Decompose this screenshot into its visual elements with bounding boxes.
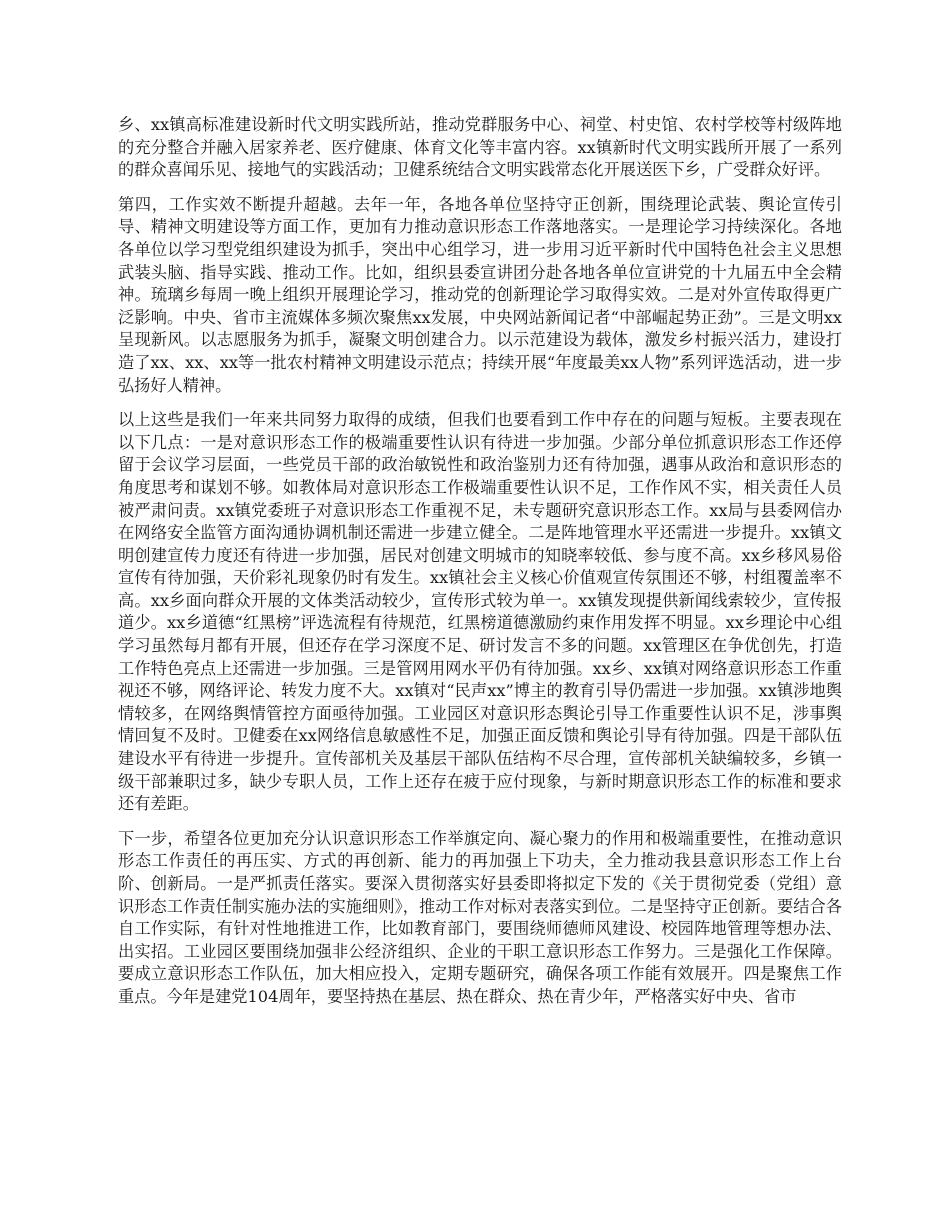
paragraph-2: 第四，工作实效不断提升超越。去年一年，各地各单位坚持守正创新，围绕理论武装、舆论宣传引导、精神文明建设等方面工作，更加有力推动意识形态工作落地落实。一是理论学习持续深化。各地各单位以学习型党组织建设为抓手，突出中心组学习，进一步用习近平新时代中国特色社会主义思想武装头脑、指导实践、推动工作。比如，组织县委宣讲团分赴各地各单位宣讲党的十九届五中全会精神。琉璃乡每周一晚上组织开展理论学习，推动党的创新理论学习取得实效。二是对外宣传取得更广泛影响。中央、省市主流媒体多频次聚焦xx发展，中央网站新闻记者“中部崛起势正劲”。三是文明xx呈现新风。以志愿服务为抓手，凝聚文明创建合力。以示范建设为载体，激发乡村振兴活力，建设打造了xx、xx、xx等一批农村精神文明建设示范点；持续开展“年度最美xx人物”系列评选活动，进一步弘扬好人精神。 (118, 194, 842, 395)
paragraph-4: 下一步，希望各位更加充分认识意识形态工作举旗定向、凝心聚力的作用和极端重要性，在推动意识形态工作责任的再压实、方式的再创新、能力的再加强上下功夫，全力推动我县意识形态工作上台阶、创新局。一是严抓责任落实。要深入贯彻落实好县委即将拟定下发的《关于贯彻党委（党组）意识形态工作责任制实施办法的实施细则》，推动工作对标对表落实到位。二是坚持守正创新。要结合各自工作实际，有针对性地推进工作，比如教育部门，要围绕师德师风建设、校园阵地管理等想办法、出实招。工业园区要围绕加强非公经济组织、企业的干职工意识形态工作努力。三是强化工作保障。要成立意识形态工作队伍，加大相应投入，定期专题研究，确保各项工作能有效展开。四是聚焦工作重点。今年是建党104周年，要坚持热在基层、热在群众、热在青少年，严格落实好中央、省市 (118, 828, 842, 1006)
document-body (118, 114, 842, 1021)
paragraph-1: 乡、xx镇高标准建设新时代文明实践所站，推动党群服务中心、祠堂、村史馆、农村学校等村级阵地的充分整合并融入居家养老、医疗健康、体育文化等丰富内容。xx镇新时代文明实践所开展了一系列的群众喜闻乐见、接地气的实践活动；卫健系统结合文明实践常态化开展送医下乡，广受群众好评。 (118, 115, 842, 180)
paragraph-3: 以上这些是我们一年来共同努力取得的成绩，但我们也要看到工作中存在的问题与短板。主要表现在以下几点：一是对意识形态工作的极端重要性认识有待进一步加强。少部分单位抓意识形态工作还停留于会议学习层面，一些党员干部的政治敏锐性和政治鉴别力还有待加强，遇事从政治和意识形态的角度思考和谋划不够。如教体局对意识形态工作极端重要性认识不足，工作作风不实，相关责任人员被严肃问责。xx镇党委班子对意识形态工作重视不足，未专题研究意识形态工作。xx局与县委网信办在网络安全监管方面沟通协调机制还需进一步建立健全。二是阵地管理水平还需进一步提升。xx镇文明创建宣传力度还有待进一步加强，居民对创建文明城市的知晓率较低、参与度不高。xx乡移风易俗宣传有待加强，天价彩礼现象仍时有发生。xx镇社会主义核心价值观宣传氛围还不够，村组覆盖率不高。xx乡面向群众开展的文体类活动较少，宣传形式较为单一。xx镇发现提供新闻线索较少，宣传报道少。xx乡道德“红黑榜”评选流程有待规范，红黑榜道德激励约束作用发挥不明显。xx乡理论中心组学习虽然每月都有开展，但还存在学习深度不足、研讨发言不多的问题。xx管理区在争优创先，打造工作特色亮点上还需进一步加强。三是管网用网水平仍有待加强。xx乡、xx镇对网络意识形态工作重视还不够，网络评论、转发力度不大。xx镇对“民声xx”博主的教育引导仍需进一步加强。xx镇涉地舆情较多，在网络舆情管控方面亟待加强。工业园区对意识形态舆论引导工作重要性认识不足，涉事舆情回复不及时。卫健委在xx网络信息敏感性不足，加强正面反馈和舆论引导有待加强。四是干部队伍建设水平有待进一步提升。宣传部机关及基层干部队伍结构不尽合理，宣传部机关缺编较多，乡镇一级干部兼职过多，缺少专职人员，工作上还存在疲于应付现象，与新时期意识形态工作的标准和要求还有差距。 (118, 410, 842, 814)
